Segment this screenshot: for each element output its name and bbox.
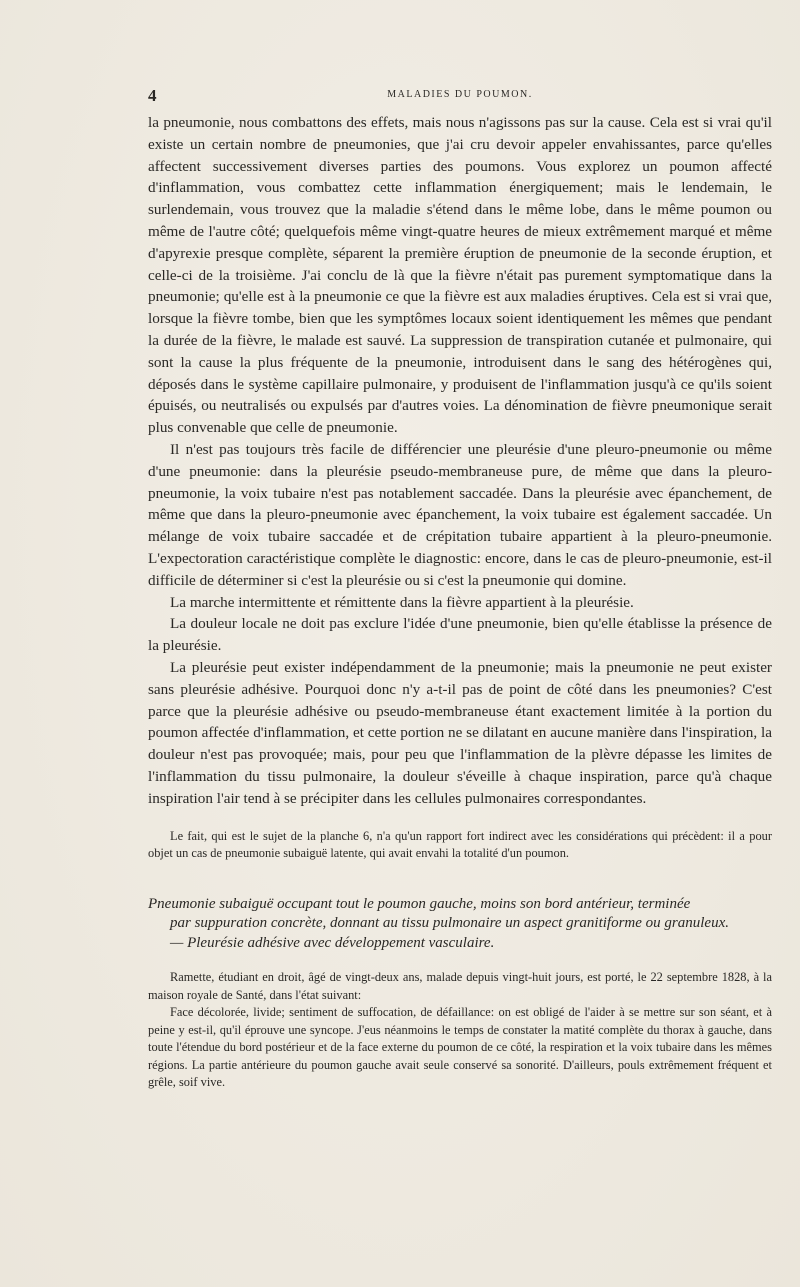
plate-note: Le fait, qui est le sujet de la planche 6, n'a qu'un rapport fort indirect avec les considérations qui précèdent: il a pour objet un cas de pneumonie subaiguë latente, qui avait envahi la totalité d'un poumon.	[148, 828, 772, 860]
page-number: 4	[148, 86, 157, 105]
running-title: MALADIES DU POUMON.	[387, 89, 533, 100]
case-title	[148, 895, 772, 954]
case-paragraph: Face décolorée, livide; sentiment de suffocation, de défaillance: on est obligé de l'aider à se mettre sur son séant, et à peine y est-il, qu'il éprouve une syncope. J'eus néanmoins le temps de constater la matité complète du thorax à gauche, dans toute l'étendue du bord postérieur et de la face externe du poumon de ce côté, la respiration et la voix tubaire dans les mêmes régions. La partie antérieure du poumon gauche avait seule conservé sa sonorité. D'ailleurs, pouls extrêmement fréquent et grêle, soif vive.	[148, 1005, 772, 1089]
case-title-line: par suppuration concrète, donnant au tissu pulmonaire un aspect granitiforme ou granuleux.	[170, 915, 729, 931]
paragraph: La marche intermittente et rémittente dans la fièvre appartient à la pleurésie.	[170, 593, 634, 611]
paragraph: La douleur locale ne doit pas exclure l'idée d'une pneumonie, bien qu'elle établisse la présence de la pleurésie.	[148, 615, 772, 655]
case-title-line: Pneumonie subaiguë occupant tout le poumon gauche, moins son bord antérieur, terminée	[148, 895, 691, 912]
paragraph: Il n'est pas toujours très facile de différencier une pleurésie d'une pleuro-pneumonie ou même d'une pneumonie: dans la pleurésie pseudo-membraneuse pure, de même que dans la pleuro-pneumonie, la voix tubaire n'est pas notablement saccadée. Dans la pleurésie avec épanchement, de même que dans la pleuro-pneumonie avec épanchement, la voix tubaire est également saccadée. Un mélange de voix tubaire saccadée et de crépitation tubaire appartient à la pleuro-pneumonie. L'expectoration caractéristique complète le diagnostic: encore, dans le cas de pleuro-pneumonie, est-il difficile de déterminer si c'est la pleurésie ou si c'est la pneumonie qui domine.	[148, 440, 772, 589]
case-title-line: — Pleurésie adhésive avec développement vasculaire.	[170, 934, 495, 951]
paragraph: la pneumonie, nous combattons des effets, mais nous n'agissons pas sur la cause. Cela est si vrai qu'il existe un certain nombre de pneumonies, que j'ai cru devoir appeler envahissantes, parce qu'elles affectent successivement diverses parties des poumons. Vous explorez un poumon affecté d'inflammation, vous combattez cette inflammation énergiquement; mais le lendemain, le surlendemain, vous trouvez que la maladie s'étend dans le même lobe, dans le même poumon ou même de l'autre côté; quelquefois même vingt-quatre heures de mieux extrêmement marqué et même d'apyrexie presque complète, séparent la première éruption de pneumonie de la seconde éruption, et celle-ci de la troisième. J'ai conclu de là que la fièvre n'était pas purement symptomatique dans la pneumonie; qu'elle est à la pneumonie ce que la fièvre est aux maladies éruptives. Cela est si vrai que, lorsque la fièvre tombe, bien que les symptômes locaux soient identiquement les mêmes que pendant la durée de la fièvre, le malade est sauvé. La suppression de transpiration cutanée et pulmonaire, qui sont la cause la plus fréquente de la pneumonie, introduisent dans le sang des hétérogènes qui, déposés dans le système capillaire pulmonaire, y produisent de l'inflammation jusqu'à ce qu'ils soient épuisés, ou neutralisés ou expulsés par d'autres voies. La dénomination de fièvre pneumonique serait plus convenable que celle de pneumonie.	[148, 114, 772, 437]
paragraph: La pleurésie peut exister indépendamment de la pneumonie; mais la pneumonie ne peut exister sans pleurésie adhésive. Pourquoi donc n'y a-t-il pas de point de côté dans les pneumonies? C'est parce que la pleurésie adhésive ou pseudo-membraneuse étant exactement limitée à la portion du poumon affectée d'inflammation, et cette portion ne se dilatant en aucune manière dans l'inspiration, la douleur n'est pas provoquée; mais, pour peu que l'inflammation de la plèvre dépasse les limites de l'inflammation du tissu pulmonaire, la douleur s'éveille à chaque inspiration, parce qu'à chaque inspiration l'air tend à se précipiter dans les cellules pulmonaires correspondantes.	[148, 658, 772, 807]
page-body	[148, 112, 772, 1092]
page-header	[148, 86, 772, 106]
case-paragraph: Ramette, étudiant en droit, âgé de vingt-deux ans, malade depuis vingt-huit jours, est porté, le 22 septembre 1828, à la maison royale de Santé, dans l'état suivant:	[148, 970, 772, 1002]
section-gap	[148, 810, 772, 828]
